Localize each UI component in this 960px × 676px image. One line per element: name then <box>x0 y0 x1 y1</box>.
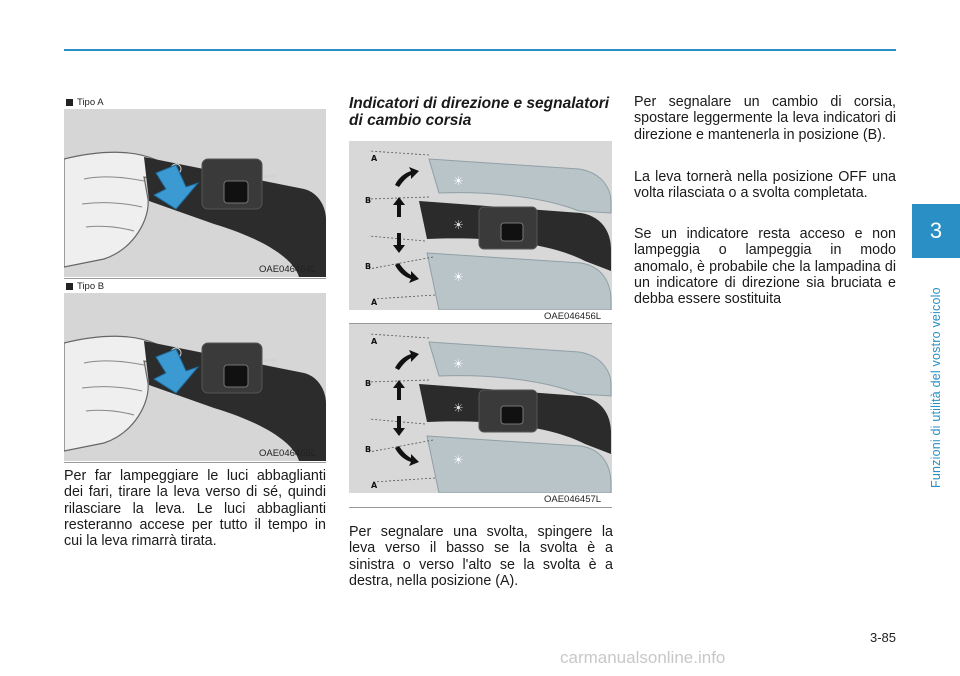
svg-text:⇦⇨: ⇦⇨ <box>262 356 278 366</box>
bulb-warning-paragraph: Se un indicatore resta acceso e non lampeggia o lampeggia in modo anomalo, è probabile che la lampadina di un indicatore di direzione sia bruciata e debba essere sostituita <box>634 226 896 308</box>
label-b-top: B <box>365 196 372 205</box>
fig2-tag: Tipo B <box>66 281 104 292</box>
section-heading: Indicatori di direzione e segnalatori di cambio corsia <box>349 95 610 129</box>
fig1-rule <box>64 278 326 279</box>
chapter-title-vertical: Funzioni di utilità del vostro veicolo <box>929 287 943 488</box>
svg-text:B: B <box>365 445 372 454</box>
turn-signal-paragraph: Per segnalare una svolta, spingere la leva verso il basso se la svolta è a sinistra o verso l'alto se la svolta è a destra, nella posizione (A). <box>349 524 613 589</box>
label-b-bottom: B <box>365 262 372 271</box>
return-off-paragraph: La leva tornerà nella posizione OFF una volta rilasciata o a svolta completata. <box>634 169 896 202</box>
label-a-top: A <box>371 154 378 163</box>
svg-text:☀: ☀ <box>453 270 464 284</box>
high-beam-paragraph: Per far lampeggiare le luci abbaglianti dei fari, tirare la leva verso di sé, quindi rilasciare la leva. Le luci abbaglianti resteranno accese per tutto il tempo in cui la leva rimarrà tirata. <box>64 468 326 550</box>
square-bullet-icon <box>66 283 73 290</box>
svg-text:☀: ☀ <box>453 218 464 232</box>
figure-high-beam-type-b <box>64 293 326 461</box>
chapter-tab: 3 <box>912 204 960 258</box>
header-rule <box>64 49 896 51</box>
fig1-code: OAE046454L <box>259 264 317 275</box>
svg-text:⇦⇨: ⇦⇨ <box>262 172 278 182</box>
svg-text:A: A <box>371 337 378 346</box>
page-number: 3-85 <box>869 630 896 645</box>
fig4-rule <box>349 507 612 508</box>
svg-text:☀: ☀ <box>453 453 464 467</box>
svg-text:B: B <box>365 379 372 388</box>
square-bullet-icon <box>66 99 73 106</box>
svg-text:☀: ☀ <box>453 401 464 415</box>
fig2-code: OAE046455L <box>259 448 317 459</box>
figure-turn-signal-type-a <box>349 141 612 310</box>
figure-high-beam-type-a <box>64 109 326 277</box>
lane-change-paragraph: Per segnalare un cambio di corsia, spostare leggermente la leva indicatori di direzione e mantenerla in posizione (B). <box>634 94 896 143</box>
svg-text:☀: ☀ <box>453 174 464 188</box>
fig2-rule <box>64 462 326 463</box>
fig3-code: OAE046456L <box>544 311 602 322</box>
fig4-code: OAE046457L <box>544 494 602 505</box>
svg-text:A: A <box>371 481 378 490</box>
label-a-bottom: A <box>371 298 378 307</box>
fig1-tag: Tipo A <box>66 97 104 108</box>
figure-turn-signal-type-b <box>349 324 612 493</box>
watermark: carmanualsonline.info <box>560 648 726 667</box>
svg-text:☀: ☀ <box>453 357 464 371</box>
